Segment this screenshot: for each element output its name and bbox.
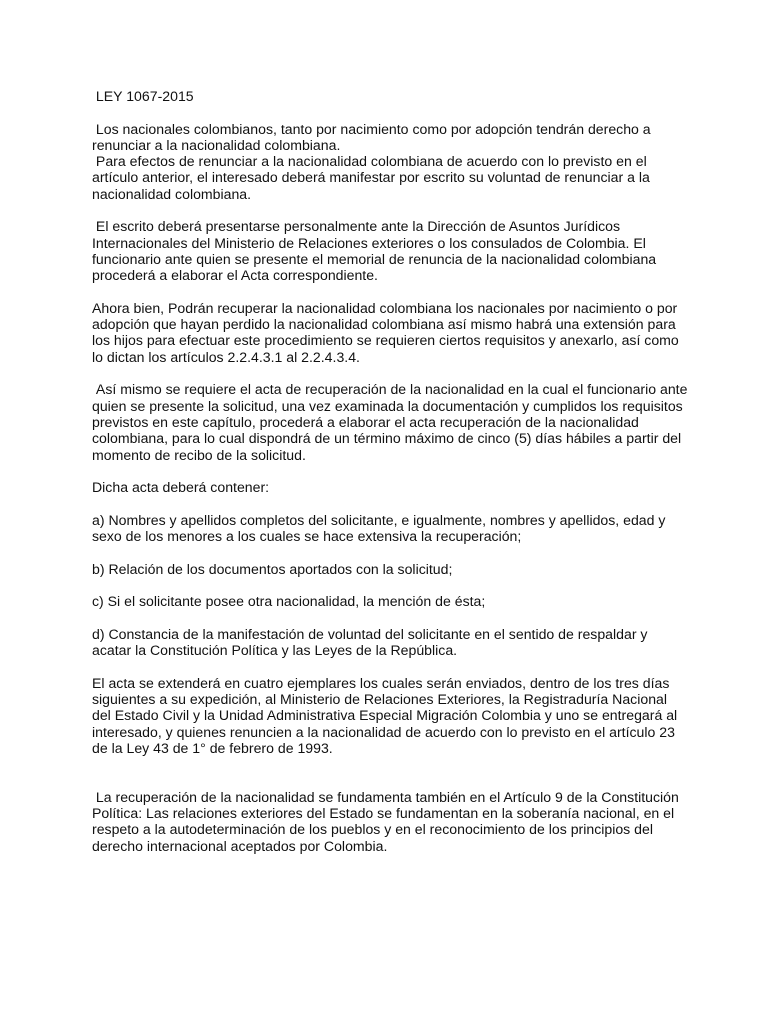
paragraph-efectos-renuncia: Para efectos de renunciar a la nacionalidad colombiana de acuerdo con lo previsto en el artículo anterior, el interesado deberá manifestar por escrito su voluntad de renunciar a la nacionalidad colombiana.	[92, 153, 654, 202]
list-item-c: c) Si el solicitante posee otra nacionalidad, la mención de ésta;	[92, 593, 486, 610]
paragraph-acta-recuperacion: Así mismo se requiere el acta de recuperación de la nacionalidad en la cual el funcionario ante quien se presente la solicitud, una vez examinada la documentación y cumplidos los requisitos previstos en este capítulo, procederá a elaborar el acta recuperación de la nacionalidad colombiana, para lo cual dispondrá de un término máximo de cinco (5) días hábiles a partir del momento de recibo de la solicitud.	[92, 381, 692, 463]
paragraph-recuperar: Ahora bien, Podrán recuperar la nacionalidad colombiana los nacionales por nacimiento o por adopción que hayan perdido la nacionalidad colombiana así mismo habrá una extensión para los hijos para efectuar este procedimiento se requieren ciertos requisitos y anexarlo, así como lo dictan los artículos 2.2.4.3.1 al 2.2.4.3.4.	[92, 299, 683, 365]
paragraph-acta-contenido: Dicha acta deberá contener:	[92, 479, 270, 496]
paragraph-fundamento: La recuperación de la nacionalidad se fundamenta también en el Artículo 9 de la Constitución Política: Las relaciones exteriores del Estado se fundamentan en la soberanía nacional, en el respeto a la autodeterminación de los pueblos y en el reconocimiento de los principios del derecho internacional aceptados por Colombia.	[92, 788, 683, 854]
list-item-a: a) Nombres y apellidos completos del solicitante, e igualmente, nombres y apellidos, edad y sexo de los menores a los cuales se hace extensiva la recuperación;	[92, 511, 670, 545]
paragraph-renuncia: Los nacionales colombianos, tanto por nacimiento como por adopción tendrán derecho a renunciar a la nacionalidad colombiana.	[92, 120, 655, 153]
list-item-d: d) Constancia de la manifestación de voluntad del solicitante en el sentido de respaldar y acatar la Constitución Política y las Leyes de la República.	[92, 625, 652, 659]
document-title: LEY 1067-2015	[92, 88, 194, 104]
paragraph-ejemplares: El acta se extenderá en cuatro ejemplares los cuales serán enviados, dentro de los tres días siguientes a su expedición, al Ministerio de Relaciones Exteriores, la Registraduría Nacional del Estado Civil y la Unidad Administrativa Especial Migración Colombia y uno se entregará al interesado, y quienes renuncien a la nacionalidad de acuerdo con lo previsto en el artículo 23 de la Ley 43 de 1° de febrero de 1993.	[92, 674, 682, 756]
paragraph-escrito: El escrito deberá presentarse personalmente ante la Dirección de Asuntos Jurídicos Internacionales del Ministerio de Relaciones exteriores o los consulados de Colombia. El funcionario ante quien se presente el memorial de renuncia de la nacionalidad colombiana procederá a elaborar el Acta correspondiente.	[92, 218, 661, 284]
document-body	[92, 88, 692, 854]
list-item-b: b) Relación de los documentos aportados con la solicitud;	[92, 560, 453, 577]
